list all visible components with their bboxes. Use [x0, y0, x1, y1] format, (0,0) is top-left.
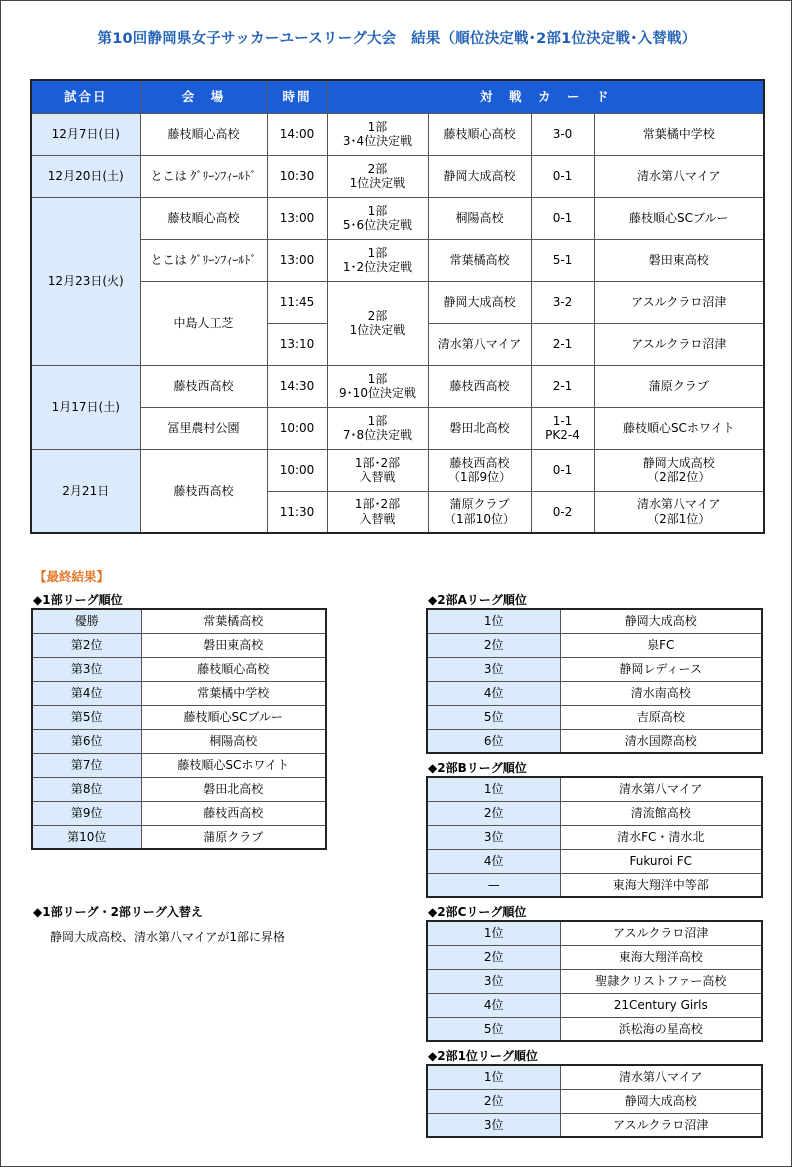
home-team: 藤枝西高校 — [428, 365, 531, 407]
match-date: 1月17日(土) — [31, 365, 140, 449]
rank-label: 第7位 — [32, 753, 141, 777]
table-row — [427, 825, 762, 849]
league2b-heading: ◆2部Bリーグ順位 — [428, 761, 527, 775]
team-name: 東海大翔洋中等部 — [560, 873, 762, 897]
match-stage: 1部･2部 入替戦 — [327, 491, 428, 533]
table-row — [427, 921, 762, 945]
match-time: 13:10 — [267, 323, 327, 365]
match-score: 0-2 — [531, 491, 594, 533]
rank-label: 2位 — [427, 1089, 560, 1113]
away-team: 磐田東高校 — [594, 239, 764, 281]
rank-label: 2位 — [427, 945, 560, 969]
away-team: 藤枝順心SCホワイト — [594, 407, 764, 449]
match-venue: 藤枝順心高校 — [140, 197, 267, 239]
promotion-note: 静岡大成高校、清水第八マイアが1部に昇格 — [50, 930, 286, 944]
rank-label: 4位 — [427, 849, 560, 873]
table-row — [427, 969, 762, 993]
match-stage: 2部 1位決定戦 — [327, 281, 428, 365]
rank-label: 第6位 — [32, 729, 141, 753]
match-time: 14:30 — [267, 365, 327, 407]
league2c-table — [426, 920, 763, 1042]
table-row — [32, 753, 326, 777]
table-row — [427, 1089, 762, 1113]
table-row — [31, 239, 764, 281]
match-venue: 冨里農村公園 — [140, 407, 267, 449]
table-row — [427, 945, 762, 969]
home-team: 藤枝順心高校 — [428, 113, 531, 155]
team-name: 常葉橘中学校 — [141, 681, 326, 705]
table-row — [32, 633, 326, 657]
team-name: 藤枝順心SCホワイト — [141, 753, 326, 777]
match-score: 3-0 — [531, 113, 594, 155]
match-venue: 藤枝順心高校 — [140, 113, 267, 155]
rank-label: — — [427, 873, 560, 897]
team-name: 静岡大成高校 — [560, 609, 762, 633]
home-team: 藤枝西高校 （1部9位） — [428, 449, 531, 491]
home-team: 静岡大成高校 — [428, 155, 531, 197]
away-team: 蒲原クラブ — [594, 365, 764, 407]
match-score: 5-1 — [531, 239, 594, 281]
table-row — [32, 705, 326, 729]
match-score: 2-1 — [531, 323, 594, 365]
table-row — [427, 681, 762, 705]
home-team: 常葉橘高校 — [428, 239, 531, 281]
team-name: 藤枝西高校 — [141, 801, 326, 825]
team-name: Fukuroi FC — [560, 849, 762, 873]
table-row — [427, 777, 762, 801]
rank-label: 1位 — [427, 777, 560, 801]
team-name: 磐田北高校 — [141, 777, 326, 801]
table-row — [32, 609, 326, 633]
match-venue: 藤枝西高校 — [140, 449, 267, 533]
match-time: 13:00 — [267, 197, 327, 239]
home-team: 蒲原クラブ （1部10位） — [428, 491, 531, 533]
league1-heading: ◆1部リーグ順位 — [33, 593, 123, 607]
team-name: 蒲原クラブ — [141, 825, 326, 849]
away-team: 常葉橘中学校 — [594, 113, 764, 155]
table-row — [427, 729, 762, 753]
rank-label: 4位 — [427, 681, 560, 705]
promotion-heading: ◆1部リーグ・2部リーグ入替え — [33, 905, 203, 919]
table-row — [427, 801, 762, 825]
league2top-heading: ◆2部1位リーグ順位 — [428, 1049, 538, 1063]
table-row — [427, 1065, 762, 1089]
table-row — [32, 777, 326, 801]
match-time: 10:30 — [267, 155, 327, 197]
rank-label: 5位 — [427, 1017, 560, 1041]
rank-label: 第4位 — [32, 681, 141, 705]
header-venue: 会 場 — [140, 80, 267, 113]
match-stage: 1部･2部 入替戦 — [327, 449, 428, 491]
table-row — [32, 657, 326, 681]
away-team: 静岡大成高校 （2部2位） — [594, 449, 764, 491]
match-stage: 1部 5･6位決定戦 — [327, 197, 428, 239]
table-row — [427, 1113, 762, 1137]
table-header-row — [31, 80, 764, 113]
table-row — [31, 365, 764, 407]
team-name: 静岡大成高校 — [560, 1089, 762, 1113]
table-row — [427, 993, 762, 1017]
team-name: 清水南高校 — [560, 681, 762, 705]
table-row — [31, 449, 764, 491]
league2a-table — [426, 608, 763, 754]
away-team: 清水第八マイア — [594, 155, 764, 197]
match-score: 0-1 — [531, 197, 594, 239]
rank-label: 6位 — [427, 729, 560, 753]
page-title: 第10回静岡県女子サッカーユースリーグ大会 結果（順位決定戦･2部1位決定戦･入替戦） — [97, 31, 697, 47]
away-team: 藤枝順心SCブルー — [594, 197, 764, 239]
match-stage: 1部 3･4位決定戦 — [327, 113, 428, 155]
rank-label: 3位 — [427, 825, 560, 849]
home-team: 清水第八マイア — [428, 323, 531, 365]
rank-label: 2位 — [427, 633, 560, 657]
header-time: 時間 — [267, 80, 327, 113]
team-name: 清水第八マイア — [560, 777, 762, 801]
match-venue: 中島人工芝 — [140, 281, 267, 365]
final-results-heading: 【最終結果】 — [34, 569, 110, 584]
team-name: 藤枝順心高校 — [141, 657, 326, 681]
match-time: 10:00 — [267, 449, 327, 491]
table-row — [427, 657, 762, 681]
away-team: アスルクラロ沼津 — [594, 281, 764, 323]
table-row — [32, 825, 326, 849]
table-row — [427, 705, 762, 729]
rank-label: 第2位 — [32, 633, 141, 657]
team-name: 清水第八マイア — [560, 1065, 762, 1089]
rank-label: 3位 — [427, 969, 560, 993]
rank-label: 2位 — [427, 801, 560, 825]
table-row — [427, 1017, 762, 1041]
rank-label: 1位 — [427, 609, 560, 633]
team-name: 清水FC・清水北 — [560, 825, 762, 849]
match-score: 1-1 PK2-4 — [531, 407, 594, 449]
match-date: 12月23日(火) — [31, 197, 140, 365]
home-team: 桐陽高校 — [428, 197, 531, 239]
table-row — [427, 849, 762, 873]
match-stage: 1部 9･10位決定戦 — [327, 365, 428, 407]
match-time: 13:00 — [267, 239, 327, 281]
table-row — [31, 197, 764, 239]
rank-label: 3位 — [427, 657, 560, 681]
team-name: 浜松海の星高校 — [560, 1017, 762, 1041]
match-time: 11:45 — [267, 281, 327, 323]
match-venue: とこは ｸﾞﾘｰﾝﾌｨｰﾙﾄﾞ — [140, 239, 267, 281]
header-date: 試合日 — [31, 80, 140, 113]
match-score: 0-1 — [531, 155, 594, 197]
match-date: 2月21日 — [31, 449, 140, 533]
rank-label: 4位 — [427, 993, 560, 1017]
table-row — [31, 281, 764, 323]
team-name: アスルクラロ沼津 — [560, 1113, 762, 1137]
table-row — [427, 609, 762, 633]
rank-label: 優勝 — [32, 609, 141, 633]
team-name: 静岡レディース — [560, 657, 762, 681]
team-name: 清水国際高校 — [560, 729, 762, 753]
match-stage: 1部 1･2位決定戦 — [327, 239, 428, 281]
match-score: 2-1 — [531, 365, 594, 407]
league1-table — [31, 608, 327, 850]
rank-label: 3位 — [427, 1113, 560, 1137]
team-name: 磐田東高校 — [141, 633, 326, 657]
team-name: アスルクラロ沼津 — [560, 921, 762, 945]
rank-label: 第8位 — [32, 777, 141, 801]
match-score: 0-1 — [531, 449, 594, 491]
rank-label: 第3位 — [32, 657, 141, 681]
table-row — [32, 681, 326, 705]
rank-label: 5位 — [427, 705, 560, 729]
table-row — [31, 407, 764, 449]
match-score: 3-2 — [531, 281, 594, 323]
rank-label: 第10位 — [32, 825, 141, 849]
team-name: 常葉橘高校 — [141, 609, 326, 633]
team-name: 藤枝順心SCブルー — [141, 705, 326, 729]
rank-label: 第9位 — [32, 801, 141, 825]
match-time: 14:00 — [267, 113, 327, 155]
team-name: 清流館高校 — [560, 801, 762, 825]
home-team: 磐田北高校 — [428, 407, 531, 449]
table-row — [31, 113, 764, 155]
table-row — [32, 801, 326, 825]
table-row — [427, 873, 762, 897]
header-match-card: 対 戦 カ ー ド — [327, 80, 764, 113]
home-team: 静岡大成高校 — [428, 281, 531, 323]
match-date: 12月20日(土) — [31, 155, 140, 197]
team-name: 吉原高校 — [560, 705, 762, 729]
rank-label: 1位 — [427, 921, 560, 945]
league2a-heading: ◆2部Aリーグ順位 — [428, 593, 527, 607]
match-time: 11:30 — [267, 491, 327, 533]
match-date: 12月7日(日) — [31, 113, 140, 155]
rank-label: 1位 — [427, 1065, 560, 1089]
team-name: 桐陽高校 — [141, 729, 326, 753]
away-team: アスルクラロ沼津 — [594, 323, 764, 365]
table-row — [31, 155, 764, 197]
match-time: 10:00 — [267, 407, 327, 449]
team-name: 聖隷クリストファー高校 — [560, 969, 762, 993]
league2top-table — [426, 1064, 763, 1138]
match-stage: 1部 7･8位決定戦 — [327, 407, 428, 449]
league2b-table — [426, 776, 763, 898]
match-venue: とこは ｸﾞﾘｰﾝﾌｨｰﾙﾄﾞ — [140, 155, 267, 197]
table-row — [427, 633, 762, 657]
team-name: 泉FC — [560, 633, 762, 657]
team-name: 21Century Girls — [560, 993, 762, 1017]
rank-label: 第5位 — [32, 705, 141, 729]
table-row — [32, 729, 326, 753]
match-venue: 藤枝西高校 — [140, 365, 267, 407]
match-results-table — [30, 79, 765, 534]
away-team: 清水第八マイア （2部1位） — [594, 491, 764, 533]
team-name: 東海大翔洋高校 — [560, 945, 762, 969]
league2c-heading: ◆2部Cリーグ順位 — [428, 905, 527, 919]
match-stage: 2部 1位決定戦 — [327, 155, 428, 197]
